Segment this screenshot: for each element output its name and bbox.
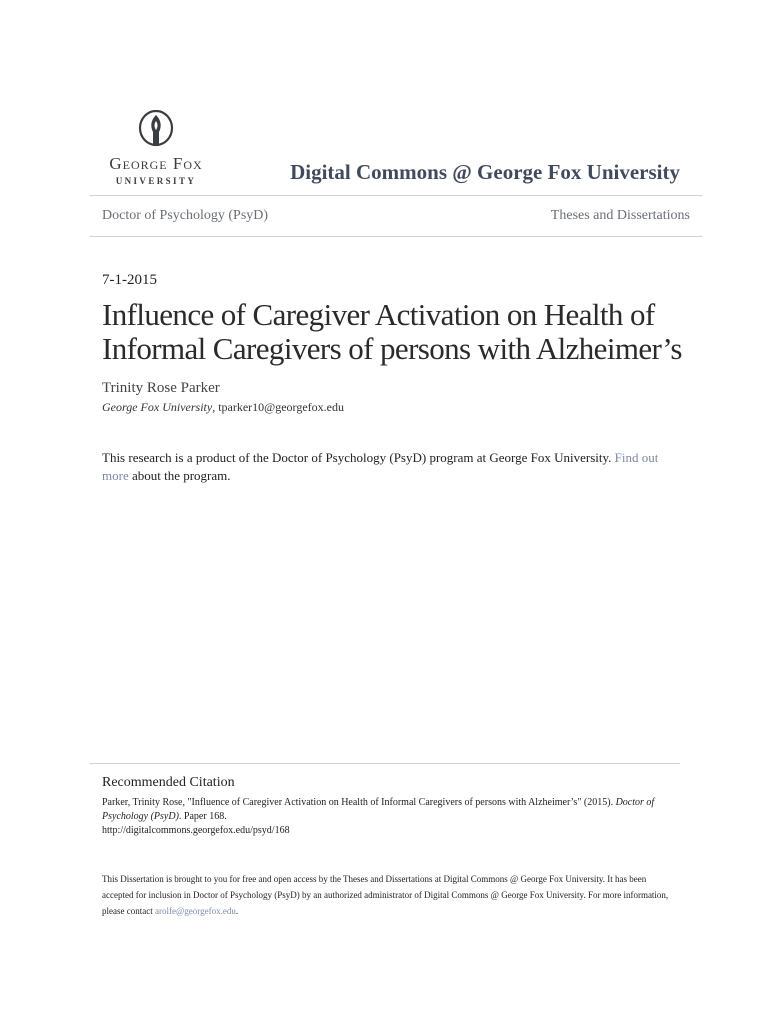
recommended-citation-heading: Recommended Citation: [102, 775, 235, 790]
publication-date: 7-1-2015: [102, 272, 157, 288]
nav-link-collection[interactable]: Doctor of Psychology (PsyD): [102, 208, 269, 223]
program-statement: [102, 449, 677, 485]
university-logo[interactable]: [100, 110, 212, 186]
lantern-torch-icon: [138, 110, 174, 150]
header-divider: [90, 195, 702, 196]
find-out-more-link[interactable]: Find out more: [102, 450, 659, 483]
access-notice-text: This Dissertation is brought to you for free and open access by the Theses and Dissertations at Digital Commons @ George Fox University. It has been accepted for inclusion in Doctor of Psychology (PsyD) by an authorized administrator of Digital Commons @ George Fox University. For more information, please contact: [102, 874, 669, 916]
author-name[interactable]: Trinity Rose Parker: [102, 380, 220, 396]
site-title[interactable]: Digital Commons @ George Fox University: [290, 160, 680, 184]
citation-main: Parker, Trinity Rose, "Influence of Caregiver Activation on Health of Informal Caregivers of persons with Alzheimer’s" (2015).: [102, 797, 616, 808]
author-affiliation: [102, 400, 344, 415]
nav-divider: [90, 236, 702, 237]
paper-title-line-2: Informal Caregivers of persons with Alzheimer’s: [102, 331, 682, 366]
program-statement-text: This research is a product of the Doctor of Psychology (PsyD) program at George Fox University.: [102, 450, 615, 465]
access-notice-end: .: [235, 906, 239, 916]
nav-link-series[interactable]: Theses and Dissertations: [550, 208, 690, 223]
logo-name: George Fox: [109, 154, 203, 173]
paper-title[interactable]: [102, 298, 702, 366]
author-email: , tparker10@georgefox.edu: [212, 400, 344, 414]
citation-divider: [90, 763, 680, 764]
citation-url[interactable]: http://digitalcommons.georgefox.edu/psyd/168: [102, 825, 290, 836]
logo-subtitle: UNIVERSITY: [115, 176, 197, 186]
program-statement-tail: about the program.: [128, 468, 231, 483]
citation-paper: . Paper 168.: [178, 811, 227, 822]
contact-email-link[interactable]: arolfe@georgefox.edu: [154, 906, 236, 916]
access-notice: [102, 871, 677, 919]
paper-title-line-1: Influence of Caregiver Activation on Health of: [102, 297, 655, 332]
citation-text: [102, 796, 672, 838]
citation-journal: Doctor of Psychology (PsyD): [102, 797, 655, 822]
affiliation-name: George Fox University: [102, 400, 213, 414]
